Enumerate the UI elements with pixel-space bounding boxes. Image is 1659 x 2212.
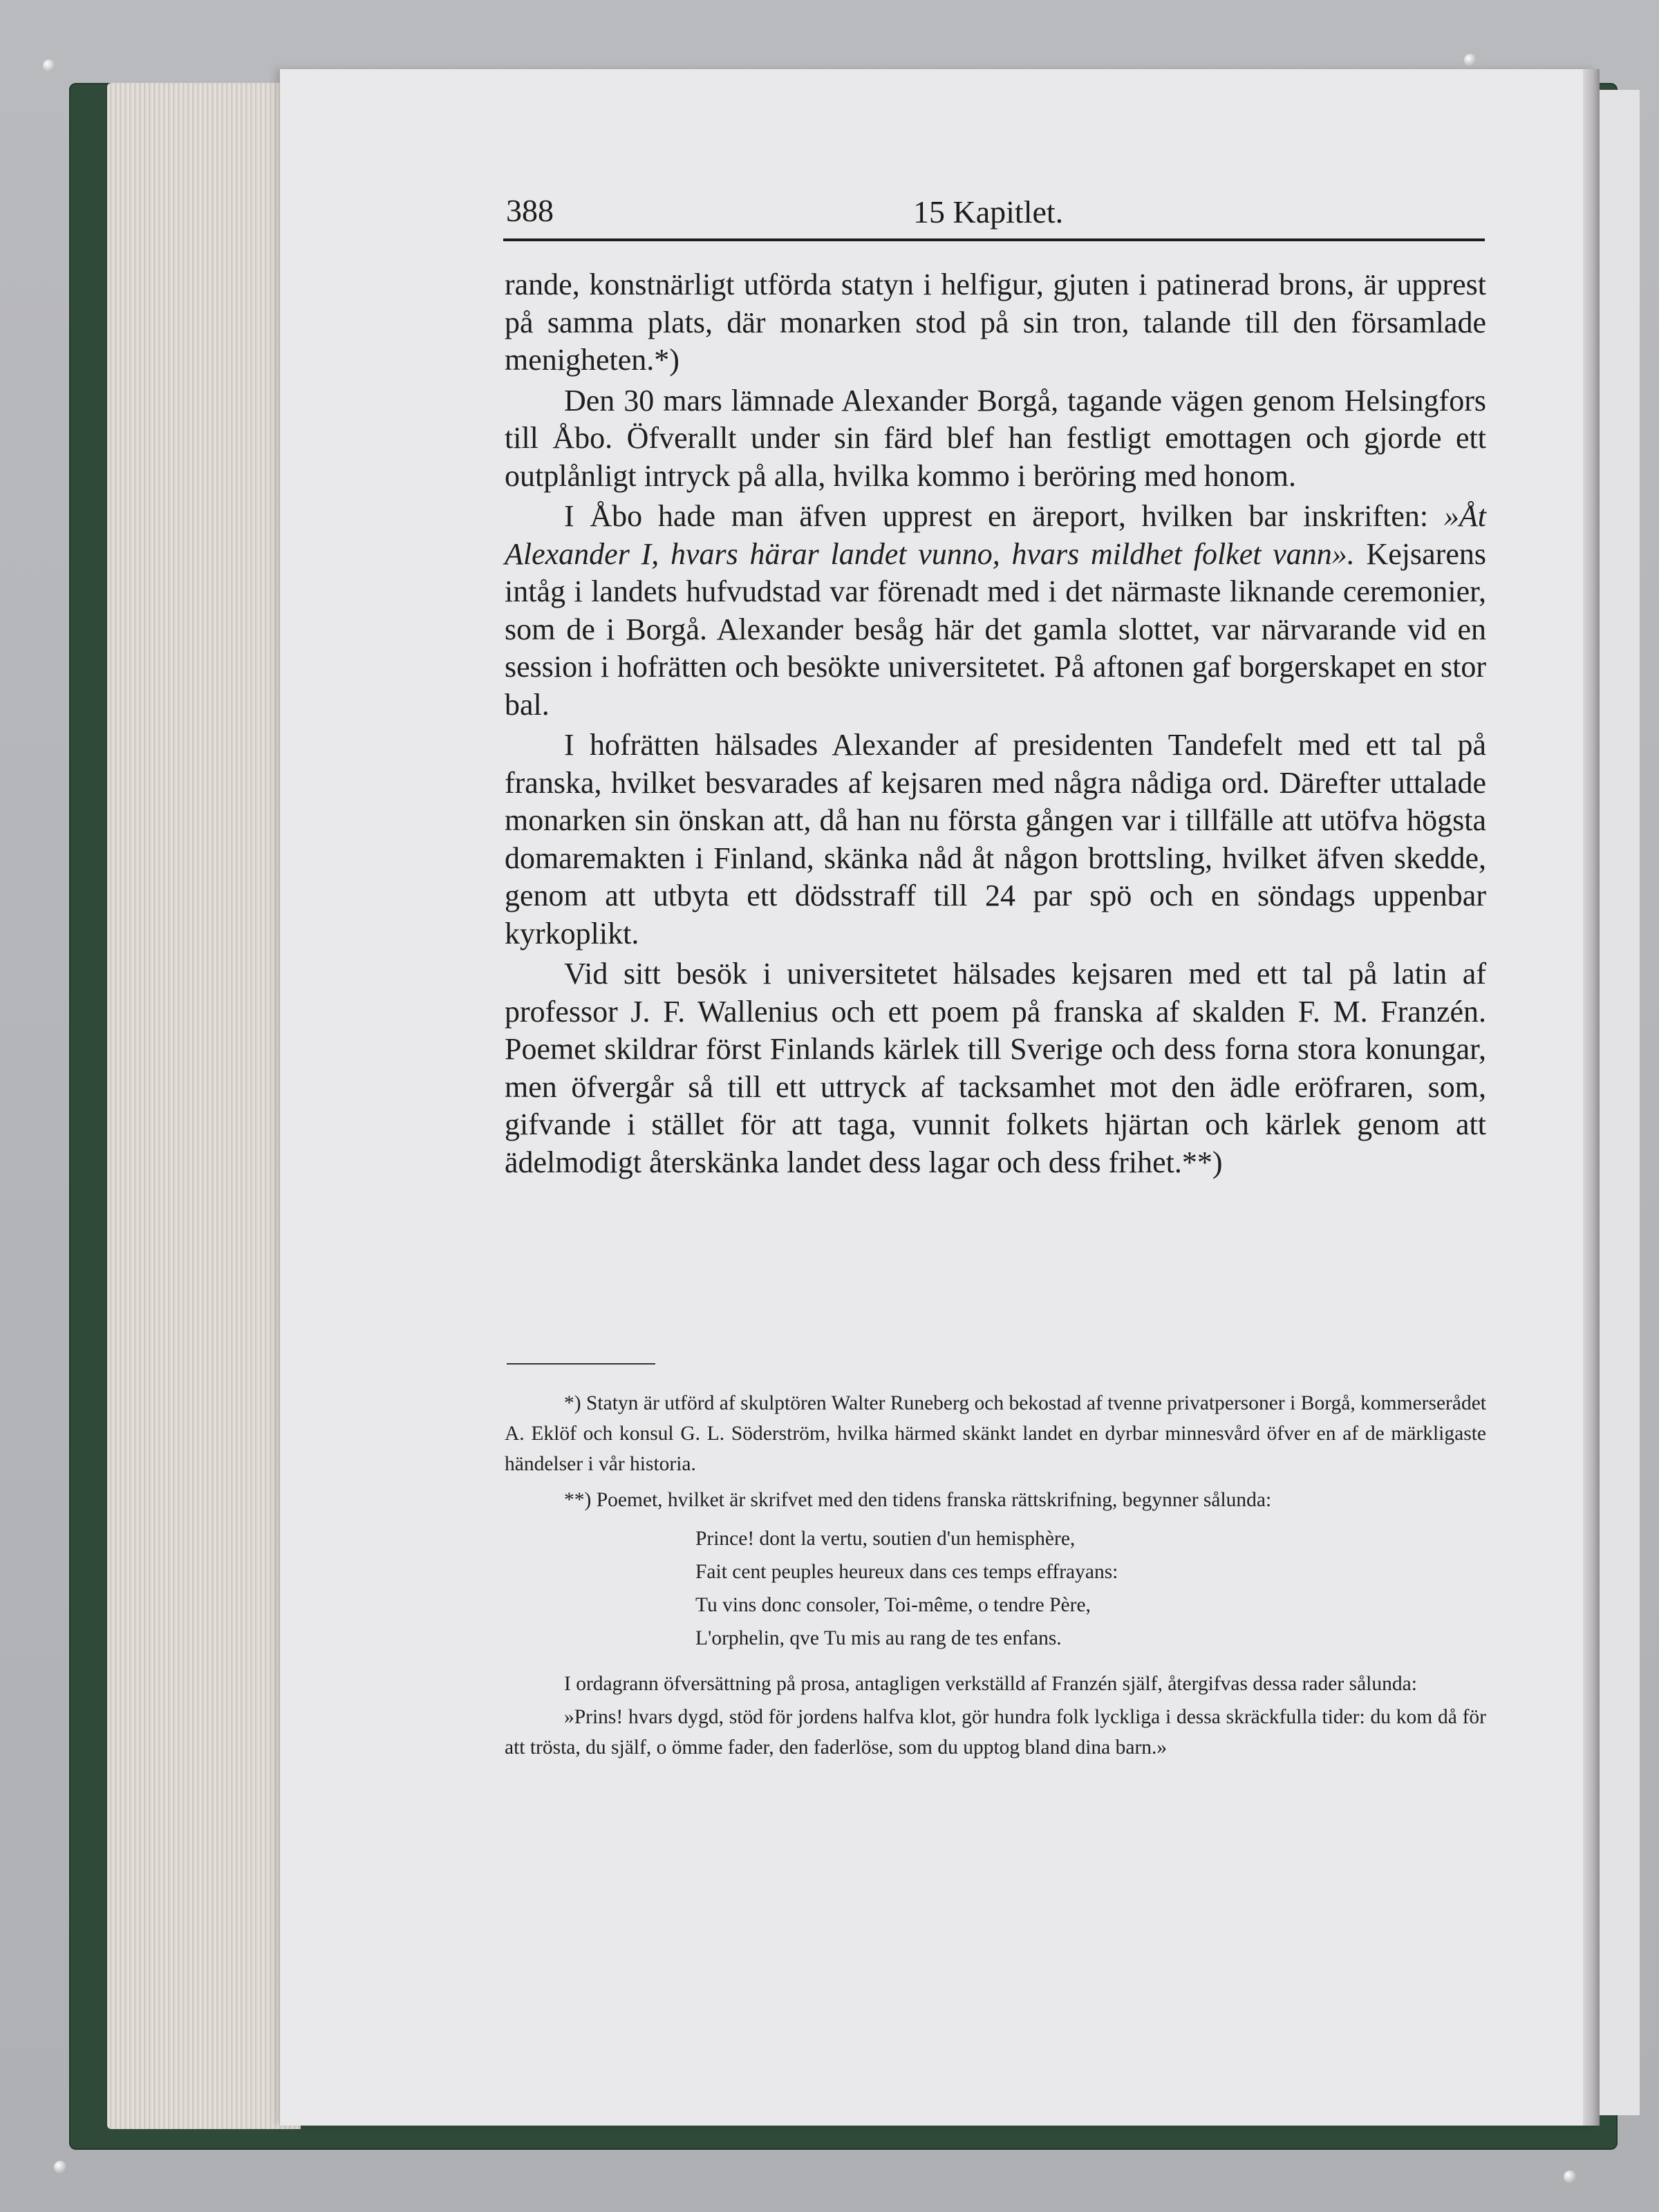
footnote-1: *) Statyn är utförd af skulptören Walter Runeberg och bekostad af tvenne privatpersoner i Borgå, kommerserådet A. Eklöf och konsul G. L. Söderström, hvilka härmed skänkt landet en dyrbar minnesvård öfver en af de märkligaste händelser i vår historia.: [505, 1392, 1486, 1475]
footnote-2: **) Poemet, hvilket är skrifvet med den tidens franska rättskrifning, begynner sålunda:: [564, 1489, 1272, 1511]
verse-line: Tu vins donc consoler, Toi-même, o tendre Père,: [695, 1594, 1091, 1616]
header-rule: [503, 238, 1485, 241]
verse-line: L'orphelin, qve Tu mis au rang de tes enfans.: [695, 1627, 1062, 1649]
paragraph-5: Vid sitt besök i universitetet hälsades kejsaren med ett tal på latin af professor J. F. Wallenius och ett poem på franska af skalden F. M. Franzén. Poemet skildrar först Finlands kärlek till Sverige och dess forna stora konungar, men öfvergår så till ett uttryck af tacksamhet mot den ädle eröfraren, som, gifvande i stället för att taga, vunnit folkets hjärtan och kärlek genom att ädelmodigt återskänka landet dess lagar och dess frihet.**): [505, 957, 1486, 1179]
paragraph-2: Den 30 mars lämnade Alexander Borgå, tagande vägen genom Helsingfors till Åbo. Öfverallt under sin färd blef han festligt emottagen och gjorde ett outplånligt intryck på alla, hvilka kommo i beröring med honom.: [505, 383, 1486, 493]
page-edges: [107, 83, 301, 2129]
verse-line: Fait cent peuples heureux dans ces temps effrayans:: [695, 1561, 1118, 1583]
french-verse: [695, 1522, 1486, 1655]
footnote-translation-intro: I ordagrann öfversättning på prosa, antagligen verkställd af Franzén själf, återgifvas dessa rader sålunda:: [564, 1673, 1417, 1695]
pin-icon: [1464, 54, 1477, 66]
paragraph-4: I hofrätten hälsades Alexander af presidenten Tandefelt med ett tal på franska, hvilket besvarades af kejsaren med några nådiga ord. Därefter uttalade monarken sin önskan att, då han nu första gången var i tillfälle att utöfva högsta domaremakten i Finland, skänka nåd åt någon brottsling, hvilket äfven skedde, genom att utbyta ett dödsstraff till 24 par spö och en söndags uppenbar kyrkoplikt.: [505, 728, 1486, 950]
chapter-title: 15 Kapitlet.: [913, 194, 1064, 229]
pin-icon: [54, 2161, 66, 2173]
page-gutter: [1583, 69, 1600, 2126]
paragraph-1: rande, konstnärligt utförda statyn i helfigur, gjuten i patinerad brons, är upprest på samma plats, där monarken stod på sin tron, talande till den församlade menigheten.*): [505, 268, 1486, 377]
pin-icon: [1564, 2171, 1576, 2183]
inscription-quote: »Åt Alexander I, hvars härar landet vunno, hvars mildhet folket vann».: [505, 499, 1486, 571]
paragraph-3: [505, 498, 1486, 724]
facing-page-edge: [1600, 90, 1640, 2115]
running-header: [503, 187, 1485, 242]
page-number: 388: [506, 193, 554, 228]
pin-icon: [43, 59, 55, 72]
paragraph-3-end: Kejsarens intåg i landets hufvudstad var förenadt med i det närmaste liknande ceremonier, som de i Borgå. Alexander besåg här det gamla slottet, var närvarande vid en session i hofrätten och besökte universitetet. På aftonen gaf borgerskapet en stor bal.: [505, 536, 1486, 722]
footnotes: [505, 1388, 1486, 1763]
main-text: [505, 266, 1486, 1181]
verse-line: Prince! dont la vertu, soutien d'un hemisphère,: [695, 1528, 1076, 1550]
footnote-rule: [507, 1363, 655, 1365]
paragraph-3-start: I Åbo hade man äfven upprest en äreport, hvilken bar inskriften:: [564, 499, 1444, 533]
footnote-translation: »Prins! hvars dygd, stöd för jordens halfva klot, gör hundra folk lyckliga i dessa skräckfulla tider: du kom då för att trösta, du själf, o ömme fader, den faderlöse, som du upptog bland dina barn.»: [505, 1706, 1486, 1759]
